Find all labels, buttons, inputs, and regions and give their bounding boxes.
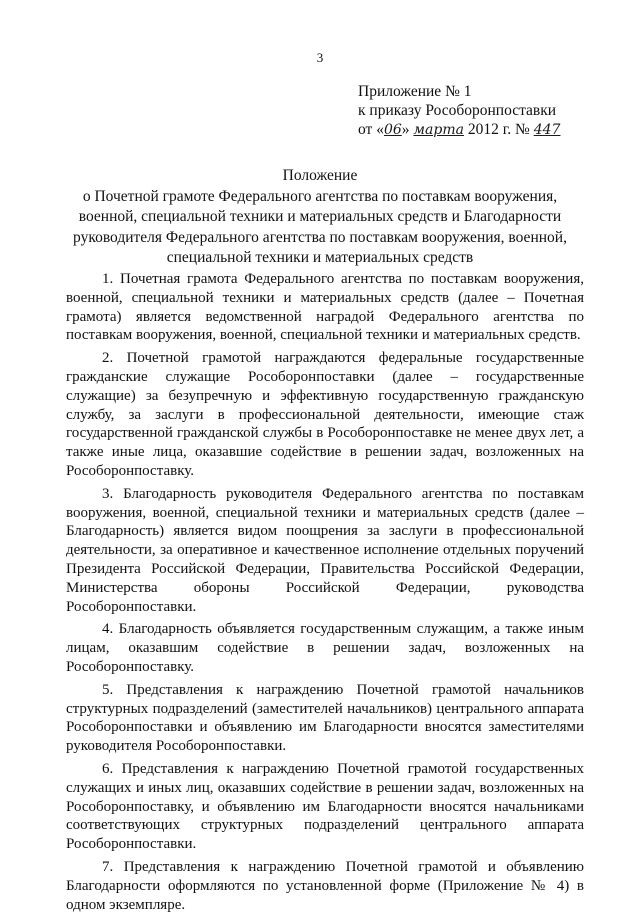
paragraph-7: 7. Представления к награждению Почетной грамотой и объявлению Благодарности оформляются по установленной форме (Приложение № 4) в одном экземпляре. bbox=[66, 858, 584, 913]
date-prefix: от « bbox=[358, 121, 384, 138]
paragraph-5: 5. Представления к награждению Почетной грамотой начальников структурных подразделений (заместителей начальников) центрального аппарата Рособоронпоставки и объявлению им Благодарности вносятся заместителями руководителя Рособоронпоставки. bbox=[66, 681, 584, 755]
paragraph-3: 3. Благодарность руководителя Федерального агентства по поставкам вооружения, военной, специальной техники и материальных средств (далее – Благодарность) является видом поощрения за заслуги в профессиональной деятельности, за оперативное и качественное исполнение отдельных поручений Президента Российской Федерации, Правительства Российской Федерации, Министерства обороны Российской Федерации, руководства Рособоронпоставки. bbox=[66, 485, 584, 615]
annex-header bbox=[358, 82, 560, 140]
annex-order-ref: к приказу Рособоронпоставки bbox=[358, 102, 557, 119]
paragraph-6: 6. Представления к награждению Почетной грамотой государственных служащих и иных лиц, оказавших содействие в решении задач, возложенных на Рособоронпоставку, и объявлению им Благодарности вносятся начальниками соответствующих структурных подразделений центрального аппарата Рособоронпоставки. bbox=[66, 760, 584, 853]
paragraph-1: 1. Почетная грамота Федерального агентства по поставкам вооружения, военной, специальной техники и материальных средств (далее – Почетная грамота) является ведомственной наградой Федерального агентства по поставкам вооружения, военной, специальной техники и материальных средств. bbox=[66, 271, 584, 344]
date-year: 2012 г. № bbox=[467, 121, 530, 138]
title-subtitle: о Почетной грамоте Федерального агентства по поставкам вооружения, военной, специальной техники и материальных средств и Благодарности руководителя Федерального агентства по поставкам вооружения, военной, специальной техники и материальных средств bbox=[73, 187, 567, 266]
paragraph-4: 4. Благодарность объявляется государственным служащим, а также иным лицам, оказавшим содействие в решении задач, возложенных на Рособоронпоставку. bbox=[66, 621, 584, 675]
document-title bbox=[58, 166, 582, 269]
annex-date-line bbox=[358, 120, 560, 140]
date-month-handwritten: марта bbox=[413, 122, 464, 138]
paragraph-2: 2. Почетной грамотой награждаются федеральные государственные гражданские служащие Рособоронпоставки (далее – государственные служащие) за безупречную и эффективную государственную гражданскую службу, за заслуги в профессиональной деятельности, имеющие стаж государственной гражданской службы в Рособоронпоставке не менее двух лет, а также иные лица, оказавшие содействие в решении задач, возложенных на Рособоронпоставку. bbox=[66, 350, 584, 479]
date-day-handwritten: 06 bbox=[383, 122, 402, 138]
title-heading: Положение bbox=[282, 167, 358, 184]
date-sep: » bbox=[401, 121, 410, 138]
annex-title: Приложение № 1 bbox=[358, 83, 472, 100]
document-body bbox=[66, 270, 584, 918]
page-number: 3 bbox=[316, 50, 324, 65]
order-number-handwritten: 447 bbox=[533, 122, 561, 138]
